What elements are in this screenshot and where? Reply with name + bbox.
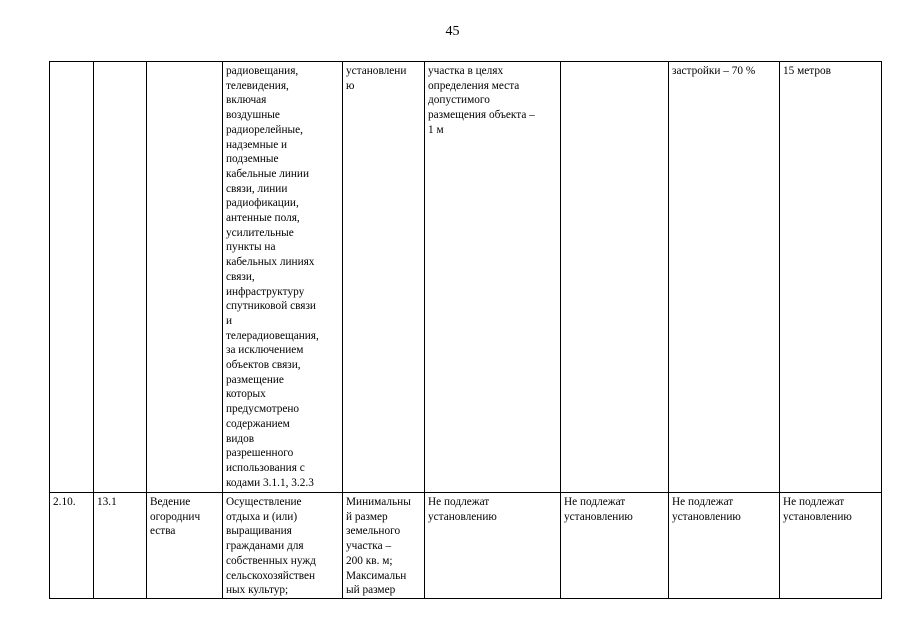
cell-use-type — [147, 62, 223, 493]
regulations-table — [49, 61, 882, 599]
cell-setback: Не подлежат установлению — [425, 493, 561, 599]
cell-number: 2.10. — [50, 493, 94, 599]
page-number: 45 — [445, 24, 460, 39]
cell-description: Осуществление отдыха и (или) выращивания гражданами для собственных нужд сельскохозяйствен ных культур; — [223, 493, 343, 599]
cell-height: 15 метров — [780, 62, 882, 493]
cell-plot-size: установлени ю — [343, 62, 425, 493]
cell-code: 13.1 — [94, 493, 147, 599]
cell-floors — [561, 62, 669, 493]
cell-description: радиовещания, телевидения, включая воздушные радиорелейные, надземные и подземные кабельные линии связи, линии радиофикации, антенные поля, усилительные пункты на кабельных линиях связи, инфраструктуру спутниковой связи и телерадиовещания, за исключением объектов связи, размещение которых предусмотрено содержанием видов разрешенного использования с кодами 3.1.1, 3.2.3 — [223, 62, 343, 493]
cell-code — [94, 62, 147, 493]
cell-height: Не подлежат установлению — [780, 493, 882, 599]
cell-plot-size: Минимальны й размер земельного участка – 200 кв. м; Максимальн ый размер — [343, 493, 425, 599]
cell-use-type: Ведение огороднич ества — [147, 493, 223, 599]
cell-floors: Не подлежат установлению — [561, 493, 669, 599]
cell-coverage: застройки – 70 % — [669, 62, 780, 493]
table-row — [50, 62, 882, 493]
cell-number — [50, 62, 94, 493]
table-row — [50, 493, 882, 599]
cell-coverage: Не подлежат установлению — [669, 493, 780, 599]
cell-setback: участка в целях определения места допустимого размещения объекта – 1 м — [425, 62, 561, 493]
